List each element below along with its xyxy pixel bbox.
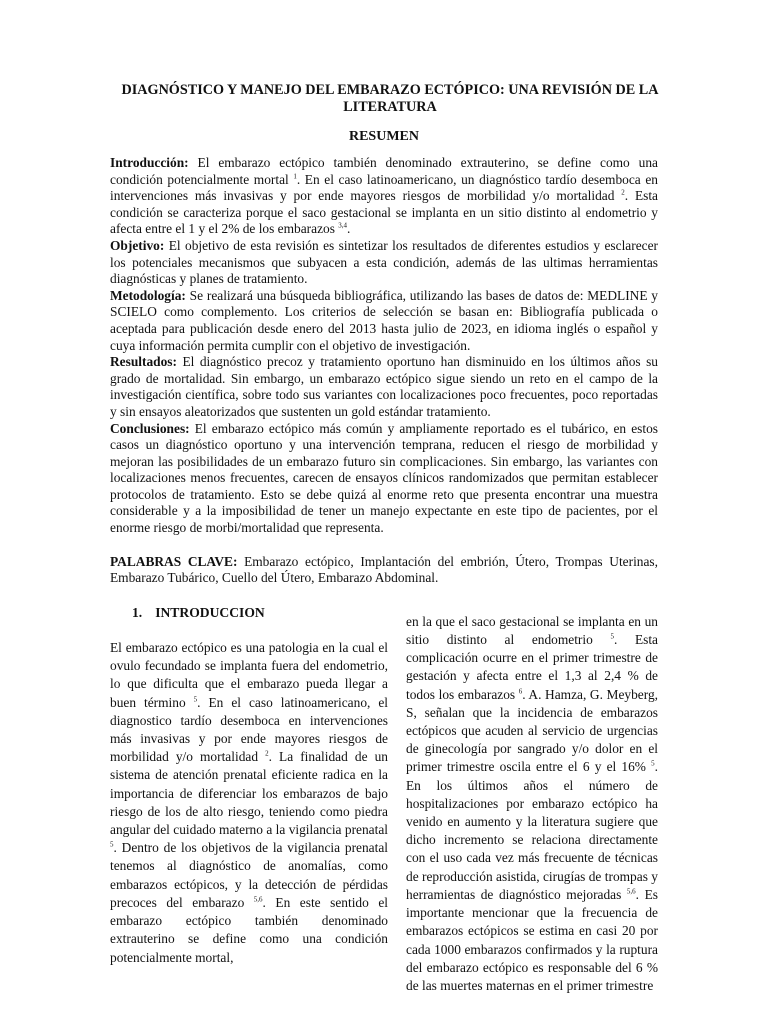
citation: 5 (110, 840, 114, 849)
abstract-text: El objetivo de esta revisión es sintetizar los resultados de diferentes estudios y esclarecer los potenciales mecanismos que subyacen a esta condición, además de las ultimas herramientas diagnósticas y planes de tratamiento. (110, 237, 658, 287)
citation: 2 (621, 188, 625, 197)
abstract-text: El embarazo ectópico más común y ampliamente reportado es el tubárico, en estos casos un diagnóstico oportuno y una intervención temprana, reducen el riesgo de morbilidad y mejoran las posibilidades de un embarazo futuro sin complicaciones. Sin embargo, las variantes con localizaciones menos frecuentes, carecen de ensayos clínicos randomizados que permitan establecer protocolos de tratamiento. Esto se debe quizá al enorme reto que presenta encontrar una muestra considerable y a la imposibilidad de tener un manejo expectante en este tipo de pacientes, por el enorme riesgo de morbi/mortalidad que representa. (110, 420, 658, 536)
intro-paragraph-right (406, 613, 658, 995)
abstract-text: . (347, 221, 351, 237)
left-column (110, 604, 388, 995)
citation: 5 (651, 760, 655, 768)
intro-paragraph-left (110, 639, 388, 967)
body-text: . Es importante mencionar que la frecuencia de embarazos ectópicos se estima en casi 20 por cada 1000 embarazos confirmados y la ruptura del embarazo ectópico es responsable del 6 % de las muertes maternas en el primer trimestre (406, 886, 658, 993)
abstract-text: El embarazo ectópico también denominado extrauterino, se define como una condición potencialmente mortal (110, 155, 658, 187)
abstract-text: . En el caso latinoamericano, un diagnóstico tardío desemboca en intervenciones más invasivas y por ende mayores riesgos de morbilidad y/o mortalidad (110, 171, 658, 204)
abstract-text: El diagnóstico precoz y tratamiento oportuno han disminuido en los últimos años su grado de mortalidad. Sin embargo, un embarazo ectópico sigue siendo un reto en el campo de la investigación científica, sobre todo sus variantes con localizaciones poco frecuentes, poco reportadas y sin ensayos aleatorizados que sustenten un gold estándar tratamiento. (110, 354, 658, 419)
abstract-objetivo (110, 238, 658, 288)
body-columns (110, 604, 658, 995)
citation: 5 (610, 632, 614, 641)
citation: 6 (518, 687, 523, 696)
citation: 3,4 (338, 221, 348, 230)
keywords (110, 554, 658, 587)
body-text: El embarazo ectópico es una patologia en la cual el ovulo fecundado se implanta fuera del endometrio, lo que dificulta que el embarazo pueda llegar a buen término (110, 640, 388, 710)
citation: 1 (293, 172, 297, 181)
section-title: INTRODUCCION (155, 604, 265, 620)
abstract-resultados (110, 354, 658, 420)
body-text: . En los últimos años el número de hospitalizaciones por embarazo ectópico ha venido en aumento y la literatura sugiere que dicho incremento se relaciona directamente con el uso cada vez más frecuente de técnicas de reproducción asistida, cirugías de trompas y herramientas de diagnóstico mejoradas (406, 759, 658, 902)
abstract (110, 155, 658, 537)
citation: 5,6 (626, 887, 636, 896)
abstract-metodologia (110, 288, 658, 354)
citation: 2 (265, 749, 269, 758)
abstract-conclusiones (110, 421, 658, 537)
abstract-label: Metodología: (110, 287, 186, 303)
section-heading (132, 604, 388, 622)
section-number: 1. (132, 604, 143, 620)
right-column (406, 613, 658, 995)
body-text: . Dentro de los objetivos de la vigilancia prenatal tenemos al diagnóstico de anomalías, como embarazos ectópicos, y la detección de pérdidas precoces del embarazo (110, 840, 388, 910)
abstract-label: Resultados: (110, 354, 177, 370)
body-text: . Esta complicación ocurre en el primer trimestre de gestación y afecta entre el 1,3 al 2,4 % de todos los embarazos (406, 632, 658, 702)
resumen-heading: RESUMEN (348, 129, 419, 144)
body-text: . En este sentido el embarazo ectópico también denominado extrauterino se define como una condición potencialmente mortal, (110, 894, 389, 965)
body-text: . A. Hamza, G. Meyberg, S, señalan que la incidencia de embarazos ectópicos que acuden al servicio de urgencias de ginecología por sangrado y/o dolor en el primer trimestre oscila entre el 6 y el 16% (406, 686, 658, 775)
citation: 5 (193, 695, 198, 704)
body-text: . En el caso latinoamericano, el diagnostico tardío desemboca en intervenciones más invasivas y por ende mayores riesgos de morbilidad y/o mortalidad (110, 694, 389, 765)
keywords-label: PALABRAS CLAVE: (110, 553, 238, 569)
abstract-label: Introducción: (110, 155, 189, 170)
body-text: . La finalidad de un sistema de atención prenatal eficiente radica en la importancia de diferenciar los embarazos de bajo riesgo de los de alto riesgo, teniendo como piedra angular del cuidado materno a la vigilancia prenatal (110, 749, 388, 838)
body-text: en la que el saco gestacional se implanta en un sitio distinto al endometrio (406, 613, 658, 648)
document-title: DIAGNÓSTICO Y MANEJO DEL EMBARAZO ECTÓPICO: UNA REVISIÓN DE LA LITERATURA (121, 82, 659, 115)
abstract-text: Se realizará una búsqueda bibliográfica, utilizando las bases de datos de: MEDLINE y SCIELO como complemento. Los criterios de selección se basan en: Bibliografía publicada o aceptada para publicación desde enero del 2013 hasta julio de 2023, en idioma inglés o español y cuya información permita cumplir con el objetivo de investigación. (110, 287, 658, 353)
abstract-label: Objetivo: (110, 237, 165, 253)
abstract-text: . Esta condición se caracteriza porque el saco gestacional se implanta en un sitio distinto al endometrio y afecta entre el 1 y el 2% de los embarazos (110, 188, 658, 237)
keywords-text: Embarazo ectópico, Implantación del embrión, Útero, Trompas Uterinas, Embarazo Tubárico, Cuello del Útero, Embarazo Abdominal. (110, 553, 658, 586)
citation: 5,6 (253, 895, 263, 904)
abstract-label: Conclusiones: (110, 420, 190, 436)
abstract-introduccion (110, 155, 658, 238)
